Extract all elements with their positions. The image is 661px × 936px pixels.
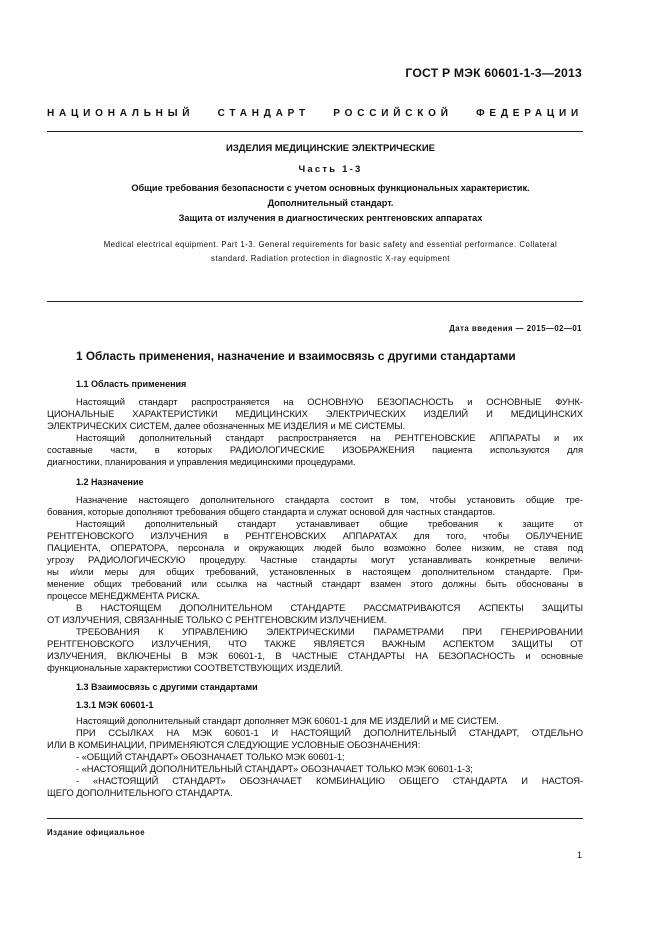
paragraph-line: ТРЕБОВАНИЯ К УПРАВЛЕНИЮ ЭЛЕКТРИЧЕСКИМИ ПАРАМЕТРАМИ ПРИ ГЕНЕРИРОВАНИИ [76,626,583,637]
list-item: - «НАСТОЯЩИЙ ДОПОЛНИТЕЛЬНЫЙ СТАНДАРТ» ОБОЗНАЧАЕТ ТОЛЬКО МЭК 60601-1-3; [76,763,473,774]
official-edition-label: Издание официальное [47,828,146,837]
paragraph-line: ПАЦИЕНТА, ОПЕРАТОРА, персонала и окружающих людей было возможно более низким, не ставя под [47,542,583,553]
banner-word: НАЦИОНАЛЬНЫЙ [47,108,195,119]
paragraph-line: процессе МЕНЕДЖМЕНТА РИСКА. [47,590,201,601]
paragraph-line: составные части, в которых РАДИОЛОГИЧЕСКИЕ ИЗОБРАЖЕНИЯ пациента используются для [47,444,583,455]
list-item: - «НАСТОЯЩИЙ СТАНДАРТ» ОБОЗНАЧАЕТ КОМБИНАЦИЮ ОБЩЕГО СТАНДАРТА И НАСТОЯ- [76,775,583,786]
paragraph-line: ОТ ИЗЛУЧЕНИЯ, СВЯЗАННЫЕ ТОЛЬКО С РЕНТГЕНОВСКИМ ИЗЛУЧЕНИЕМ. [47,614,387,625]
paragraph-line: ИЗЛУЧЕНИЯ, ВКЛЮЧЕНЫ В МЭК 60601-1, В ЧАСТНЫЕ СТАНДАРТЫ НА БЕЗОПАСНОСТЬ и основные [47,650,583,661]
subtitle-line: Защита от излучения в диагностических рентгеновских аппаратах [178,213,483,223]
page-number: 1 [576,850,582,860]
english-title-line: standard. Radiation protection in diagnostic X-ray equipment [211,254,450,263]
introduction-date: Дата введения — 2015—02—01 [449,324,582,333]
paragraph-line: Настоящий дополнительный стандарт устанавливает общие требования к защите от [76,518,583,529]
standard-title: ИЗДЕЛИЯ МЕДИЦИНСКИЕ ЭЛЕКТРИЧЕСКИЕ [225,143,436,154]
paragraph-line: РЕНТГЕНОВСКОГО ИЗЛУЧЕНИЯ, ЧТО ТАКЖЕ ЯВЛЯЕТСЯ ВАЖНЫМ АСПЕКТОМ ЗАЩИТЫ ОТ [47,638,583,649]
list-item: - «ОБЩИЙ СТАНДАРТ» ОБОЗНАЧАЕТ ТОЛЬКО МЭК 60601-1; [76,751,345,762]
paragraph-line: ны и/или меры для общих требований, установленных в настоящем дополнительном стандарте. При- [47,566,583,577]
paragraph-line: функциональные характеристики СООТВЕТСТВУЮЩИХ ИЗДЕЛИЙ. [47,662,343,673]
paragraph-line: Настоящий дополнительный стандарт дополняет МЭК 60601-1 для МЕ ИЗДЕЛИЙ и МЕ СИСТЕМ. [76,715,499,726]
paragraph-line: менение общих требований или ссылка на частный стандарт взамен этого должны быть обоснованы в [47,578,583,589]
subsection-heading: 1.2 Назначение [76,477,144,487]
banner-word: РОССИЙСКОЙ [333,108,453,119]
paragraph-line: Настоящий стандарт распространяется на ОСНОВНУЮ БЕЗОПАСНОСТЬ и ОСНОВНЫЕ ФУНК- [76,396,583,407]
document-number: ГОСТ Р МЭК 60601-1-3—2013 [405,66,582,80]
paragraph-line: бования, которые дополняют требования общего стандарта и служат основой для частных стандартов. [47,506,496,517]
title-rule [47,301,583,302]
subtitle-line: Общие требования безопасности с учетом основных функциональных характеристик. [131,183,530,193]
banner-word: ФЕДЕРАЦИИ [476,108,583,119]
paragraph-line: ЩЕГО ДОПОЛНИТЕЛЬНОГО СТАНДАРТА. [47,787,233,798]
subsection-heading: 1.3 Взаимосвязь с другими стандартами [76,682,258,692]
paragraph-line: ПРИ ССЫЛКАХ НА МЭК 60601-1 И НАСТОЯЩИЙ ДОПОЛНИТЕЛЬНЫЙ СТАНДАРТ, ОТДЕЛЬНО [76,727,583,738]
paragraph-line: Назначение настоящего дополнительного стандарта состоит в том, чтобы установить общие тре- [76,494,583,505]
subsection-heading: 1.1 Область применения [76,379,187,389]
banner-word: СТАНДАРТ [217,108,310,119]
section-heading: 1 Область применения, назначение и взаимосвязь с другими стандартами [76,349,516,363]
header-rule [47,131,583,132]
standard-part: Часть 1-3 [298,164,363,175]
footer-rule [47,818,583,819]
subtitle-line: Дополнительный стандарт. [267,198,394,208]
paragraph-line: угрозу РАДИОЛОГИЧЕСКУЮ процедуру. Частные стандарты могут устанавливать конкретные величи- [47,554,583,565]
paragraph-line: ИЛИ В КОМБИНАЦИИ, ПРИМЕНЯЮТСЯ СЛЕДУЮЩИЕ УСЛОВНЫЕ ОБОЗНАЧЕНИЯ: [47,739,421,750]
national-standard-banner [47,108,583,119]
paragraph-line: РЕНТГЕНОВСКОГО ИЗЛУЧЕНИЯ в РЕНТГЕНОВСКИХ АППАРАТАХ для того, чтобы ОБЛУЧЕНИЕ [47,530,583,541]
paragraph-line: В НАСТОЯЩЕМ ДОПОЛНИТЕЛЬНОМ СТАНДАРТЕ РАССМАТРИВАЮТСЯ АСПЕКТЫ ЗАЩИТЫ [76,602,583,613]
paragraph-line: Настоящий дополнительный стандарт распространяется на РЕНТГЕНОВСКИЕ АППАРАТЫ и их [76,432,583,443]
paragraph-line: ЭЛЕКТРИЧЕСКИХ СИСТЕМ, далее обозначенных МЕ ИЗДЕЛИЯ и МЕ СИСТЕМЫ. [47,420,406,431]
paragraph-line: ЦИОНАЛЬНЫЕ ХАРАКТЕРИСТИКИ МЕДИЦИНСКИХ ЭЛЕКТРИЧЕСКИХ ИЗДЕЛИЙ И МЕДИЦИНСКИХ [47,408,583,419]
paragraph-line: диагностики, планирования и управления медицинскими процедурами. [47,456,356,467]
english-title-line: Medical electrical equipment. Part 1-3. General requirements for basic safety and essential performance. Collateral [103,240,558,249]
subsubsection-heading: 1.3.1 МЭК 60601-1 [76,700,154,710]
